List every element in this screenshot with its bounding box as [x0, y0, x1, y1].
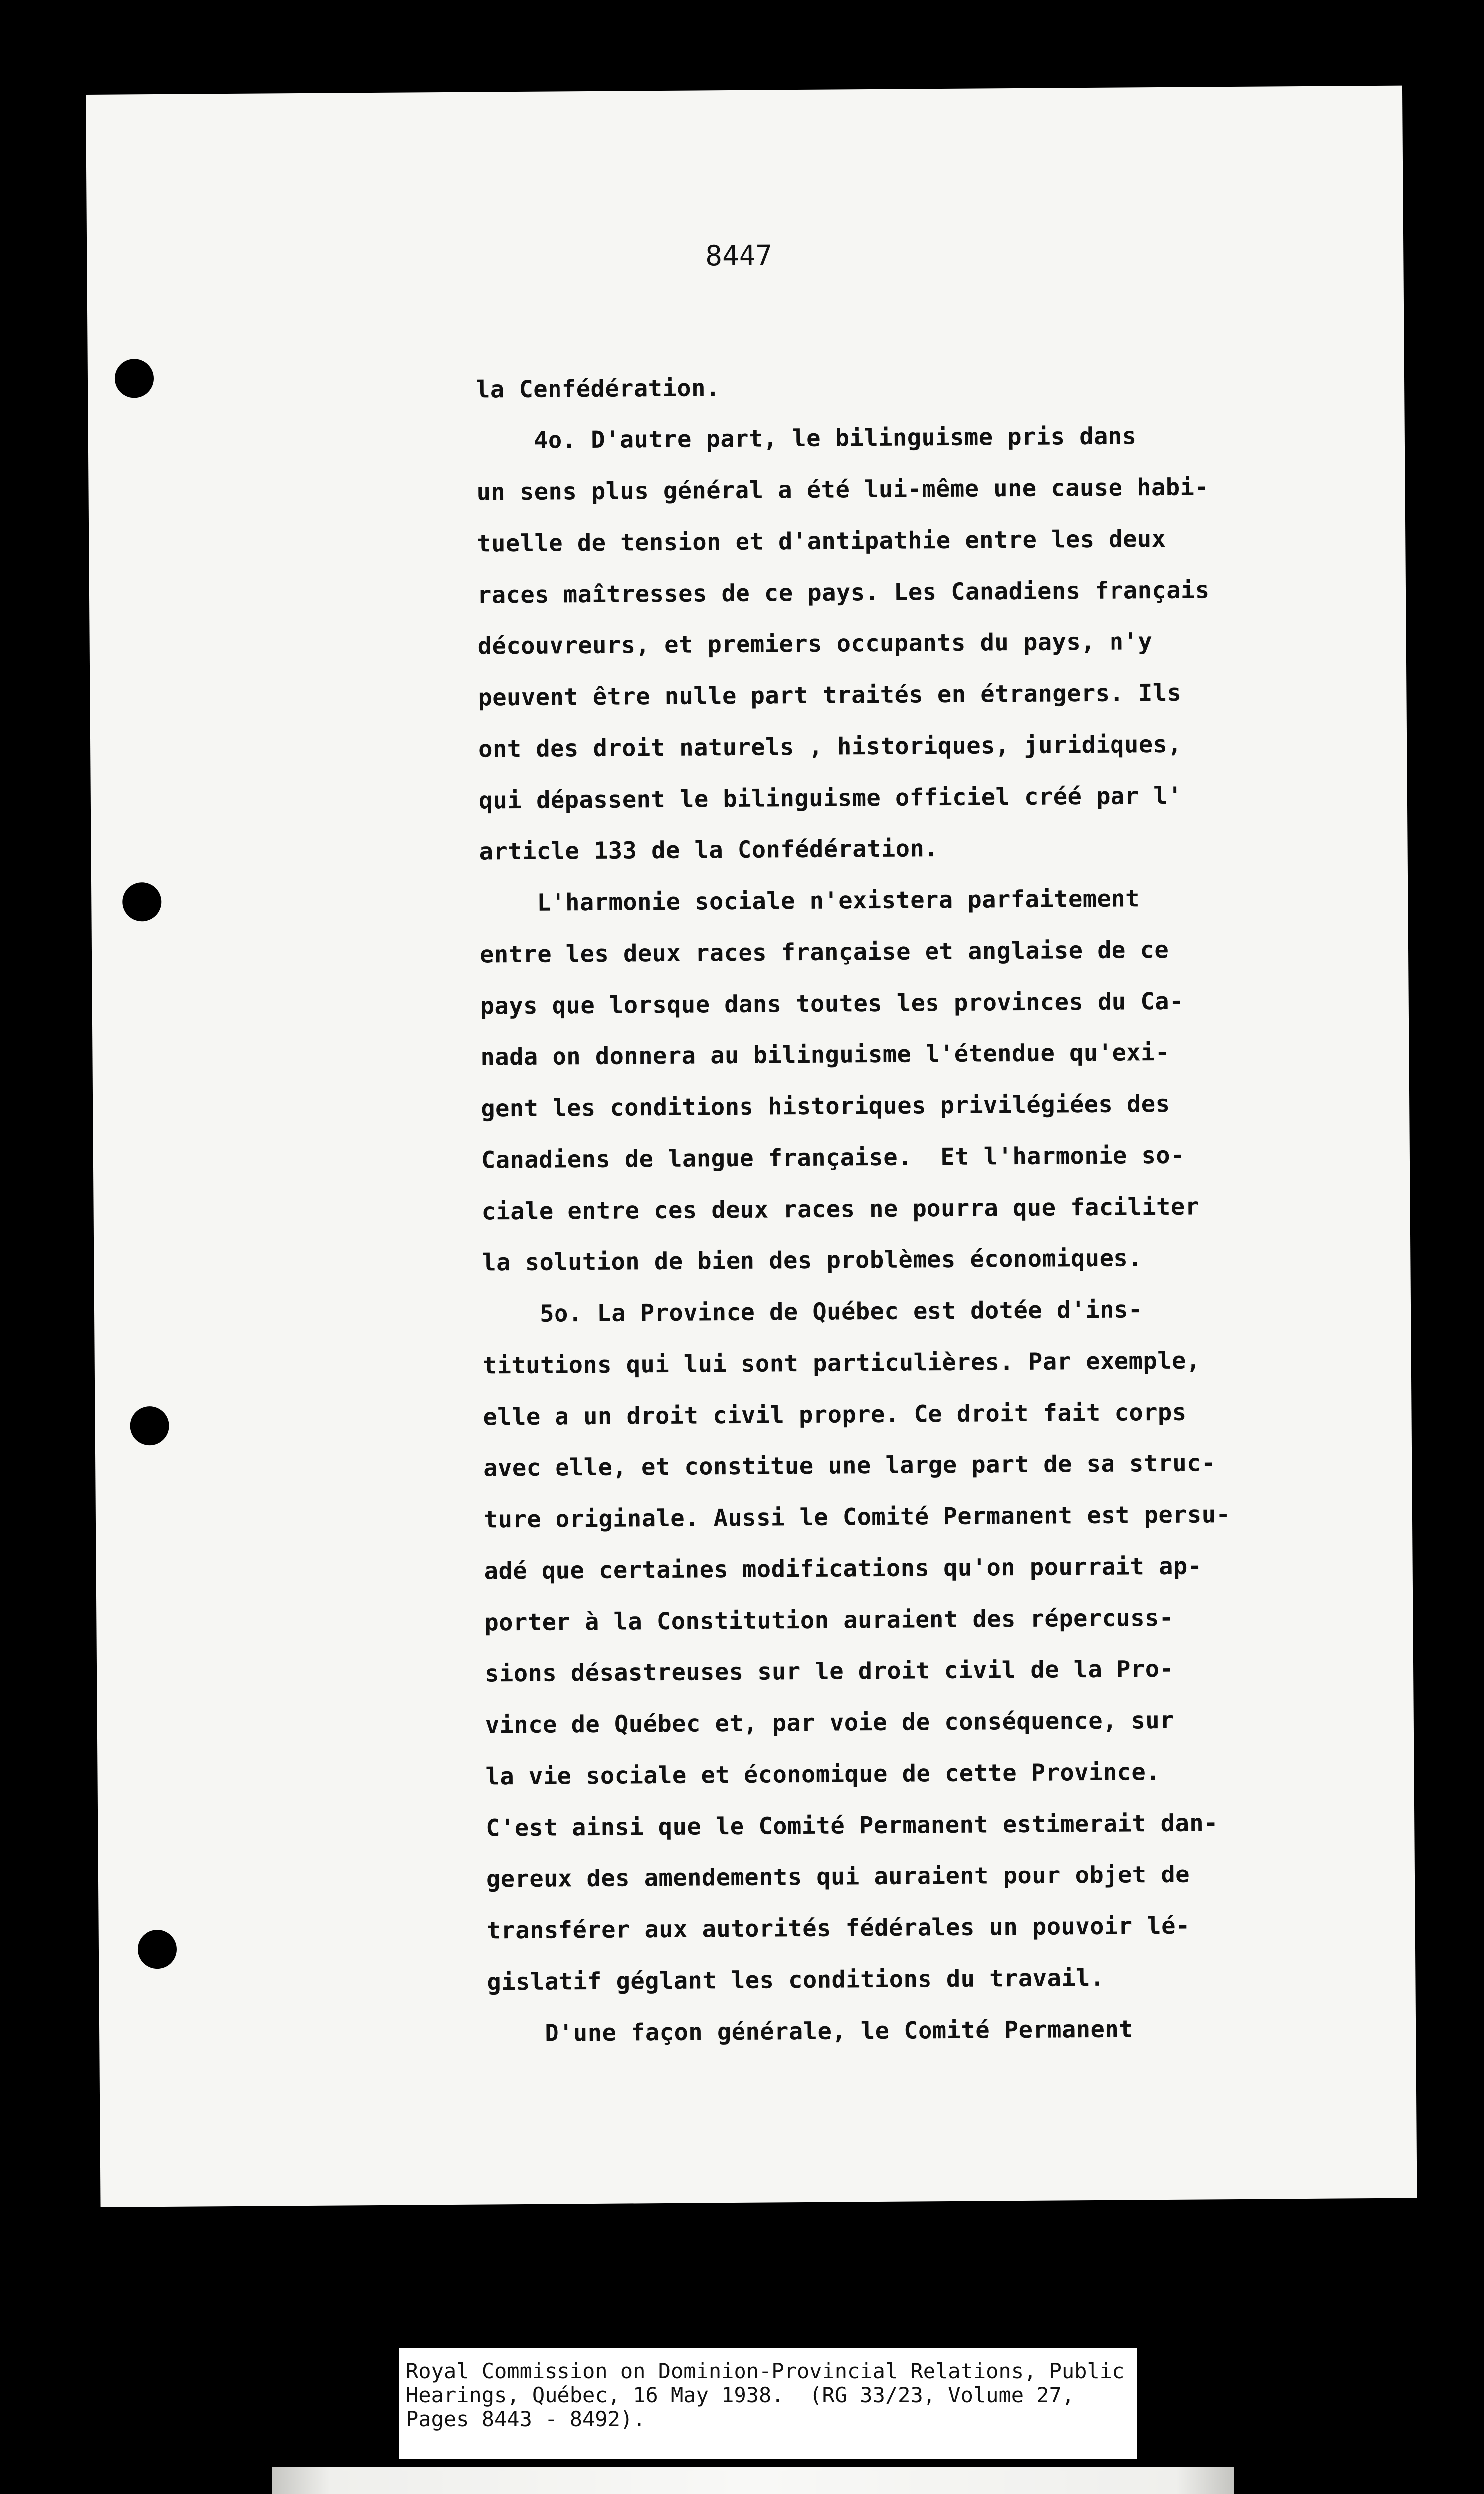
- text-line: ciale entre ces deux races ne pourra que faciliter: [481, 1193, 1200, 1226]
- text-line: vince de Québec et, par voie de conséquence, sur: [485, 1706, 1175, 1739]
- text-line: C'est ainsi que le Comité Permanent estimerait dan-: [486, 1809, 1219, 1842]
- text-line: L'harmonie sociale n'existera parfaitement: [479, 885, 1140, 917]
- text-line: titutions qui lui sont particulières. Par exemple,: [482, 1347, 1201, 1380]
- text-line: adé que certaines modifications qu'on pourrait ap-: [484, 1552, 1202, 1585]
- text-line: transférer aux autorités fédérales un pouvoir lé-: [486, 1912, 1190, 1945]
- text-line: ont des droit naturels , historiques, juridiques,: [478, 730, 1182, 763]
- punch-hole: [122, 882, 162, 922]
- text-line: découvreurs, et premiers occupants du pays, n'y: [477, 628, 1153, 660]
- text-line: la vie sociale et économique de cette Province.: [485, 1758, 1161, 1791]
- text-line: un sens plus général a été lui-même une cause habi-: [476, 473, 1209, 506]
- text-line: nada on donnera au bilinguisme l'étendue qu'exi-: [480, 1039, 1170, 1071]
- text-line: avec elle, et constitue une large part de sa struc-: [483, 1450, 1216, 1482]
- text-line: D'une façon générale, le Comité Permanent: [487, 2015, 1134, 2048]
- text-line: la Cenfédération.: [475, 374, 720, 404]
- punch-hole: [138, 1930, 177, 1969]
- text-line: peuvent être nulle part traités en étrangers. Ils: [478, 679, 1182, 712]
- text-line: pays que lorsque dans toutes les provinces du Ca-: [480, 987, 1184, 1020]
- text-line: qui dépassent le bilinguisme officiel créé par l': [478, 782, 1183, 815]
- text-line: elle a un droit civil propre. Ce droit fait corps: [483, 1398, 1187, 1431]
- text-line: tuelle de tension et d'antipathie entre les deux: [477, 525, 1166, 558]
- text-line: 4o. D'autre part, le bilinguisme pris dans: [476, 422, 1137, 455]
- citation-line: Royal Commission on Dominion-Provincial Relations, Public: [406, 2359, 1125, 2383]
- text-line: sions désastreuses sur le droit civil de la Pro-: [484, 1655, 1174, 1688]
- text-line: article 133 de la Confédération.: [479, 835, 939, 866]
- text-line: gislatif géglant les conditions du travail.: [487, 1964, 1105, 1996]
- punch-hole: [115, 359, 154, 398]
- page-number: 8447: [705, 239, 773, 273]
- citation-line: Hearings, Québec, 16 May 1938. (RG 33/23, Volume 27,: [406, 2383, 1075, 2407]
- punch-hole: [130, 1406, 169, 1446]
- text-line: porter à la Constitution auraient des répercuss-: [484, 1604, 1174, 1637]
- document-page: [86, 86, 1417, 2207]
- citation-line: Pages 8443 - 8492).: [406, 2407, 646, 2431]
- text-line: Canadiens de langue française. Et l'harmonie so-: [481, 1141, 1185, 1174]
- text-line: gent les conditions historiques privilégiées des: [481, 1090, 1170, 1123]
- archive-citation-label: [399, 2348, 1137, 2459]
- text-line: races maîtresses de ce pays. Les Canadiens français: [477, 576, 1210, 609]
- text-line: entre les deux races française et anglaise de ce: [479, 936, 1169, 969]
- text-line: ture originale. Aussi le Comité Permanent est persu-: [483, 1501, 1231, 1534]
- text-line: 5o. La Province de Québec est dotée d'ins-: [482, 1296, 1143, 1328]
- text-line: la solution de bien des problèmes économiques.: [482, 1245, 1143, 1277]
- public-archives-banner: [272, 2467, 1234, 2494]
- body-text: [476, 358, 1395, 2060]
- text-line: gereux des amendements qui auraient pour objet de: [486, 1861, 1190, 1893]
